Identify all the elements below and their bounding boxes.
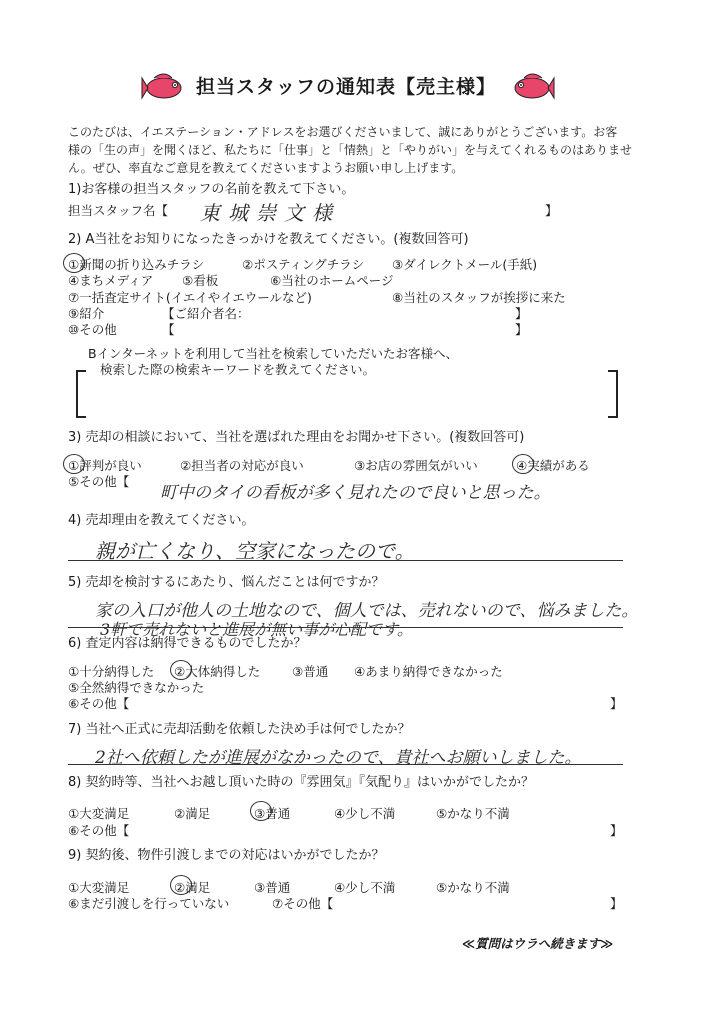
q9-opt6: ⑥まだ引渡しを行っていない <box>68 896 230 911</box>
q2-b-line-2: 検索した際の検索キーワードを教えてください。 <box>100 362 376 377</box>
q8-question: 8) 契約時等、当社へお越し頂いた時の『雰囲気』『気配り』はいかがでしたか？ <box>68 775 534 790</box>
q2-opt7: ⑦一括査定サイト(イエイやイエウールなど) <box>68 290 312 305</box>
fish-left-icon <box>140 70 188 104</box>
q2-opt9-close: 】 <box>515 306 528 321</box>
page-title: 担当スタッフの通知表【売主様】 <box>196 76 497 98</box>
q6-opt4: ④あまり納得できなかった <box>354 664 503 679</box>
q4-answer: 親が亡くなり、空家になったので。 <box>95 539 415 563</box>
fish-right-icon <box>508 70 556 104</box>
q9-opt2: ②満足 <box>174 880 211 895</box>
q7-answer: 2社へ依頼したが進展がなかったので、貴社へお願いしました。 <box>95 748 582 768</box>
q3-opt5: ⑤その他【 <box>68 474 130 489</box>
q2-opt10: ⑩その他 <box>68 322 117 337</box>
q2-keyword-box-right <box>608 370 618 418</box>
q2-opt10-open: 【 <box>162 322 175 337</box>
q2-opt1: ①新聞の折り込みチラシ <box>68 257 205 272</box>
q6-opt5: ⑤全然納得できなかった <box>68 680 205 695</box>
q5-question: 5) 売却を検討するにあたり、悩んだことは何ですか？ <box>68 575 385 590</box>
q8-opt3: ③普通 <box>254 806 291 821</box>
q2-opt9: ⑨紹介 <box>68 306 105 321</box>
q1-answer: 東城崇文様 <box>200 201 340 225</box>
intro-line-3: ん。ぜひ、率直なご意見を教えてくださいますようお願い申し上げます。 <box>68 161 464 175</box>
q8-opt6: ⑥その他【 <box>68 823 130 838</box>
q9-opt3: ③普通 <box>254 880 291 895</box>
q2-opt10-close: 】 <box>515 322 528 337</box>
q1-question: 1)お客様の担当スタッフの名前を教えて下さい。 <box>68 182 355 197</box>
q3-opt4: ④実績がある <box>516 458 590 473</box>
q1-label: 担当スタッフ名【 <box>68 203 169 218</box>
q7-underline <box>68 764 623 765</box>
q6-opt6: ⑥その他【 <box>68 696 130 711</box>
q2-opt5: ⑤看板 <box>182 273 219 288</box>
q6-close: 】 <box>610 696 623 711</box>
q8-close: 】 <box>610 823 623 838</box>
q3-question: 3) 売却の相談において、当社を選ばれた理由をお聞かせ下さい。(複数回答可) <box>68 430 525 445</box>
q2-opt4: ④まちメディア <box>68 273 154 288</box>
q1-close: 】 <box>545 203 558 218</box>
q4-underline <box>68 560 623 561</box>
q7-question: 7) 当社へ正式に売却活動を依頼した決め手は何でしたか？ <box>68 722 411 737</box>
q6-opt3: ③普通 <box>292 664 329 679</box>
q2-b-line-1: Bインターネットを利用して当社を検索していただいたお客様へ、 <box>88 346 458 361</box>
q9-question: 9) 契約後、物件引渡しまでの対応はいかがでしたか？ <box>68 848 385 863</box>
q3-answer: 町中のタイの看板が多く見れたので良いと思った。 <box>160 483 551 503</box>
footer-continue-note: ≪質問はウラへ続きます≫ <box>462 936 614 951</box>
q6-opt2: ②大体納得した <box>174 664 261 679</box>
q8-opt2: ②満足 <box>174 806 211 821</box>
intro-line-2: 様の「生の声」を聞くほど、私たちに「仕事」と「情熱」と「やりがい」を与えてくれるものはありませ <box>68 143 633 157</box>
q9-close: 】 <box>610 896 623 911</box>
q2-opt3: ③ダイレクトメール(手紙) <box>392 257 538 272</box>
q9-opt7: ⑦その他【 <box>272 896 334 911</box>
q5-answer-line-1: 家の入口が他人の土地なので、個人では、売れないので、悩みました。 <box>95 601 639 621</box>
q5-answer-line-2: 3軒で売れないと進展が無い事が心配です。 <box>100 620 413 639</box>
q9-opt4: ④少し不満 <box>334 880 396 895</box>
q9-opt1: ①大変満足 <box>68 880 130 895</box>
q8-opt4: ④少し不満 <box>334 806 396 821</box>
q2-opt2: ②ポスティングチラシ <box>242 257 365 272</box>
q2-opt9-sub: 【ご紹介者名： <box>162 306 250 321</box>
q3-opt2: ②担当者の対応が良い <box>180 458 304 473</box>
q8-opt5: ⑤かなり不満 <box>436 806 510 821</box>
q2-keyword-box-left <box>76 370 86 418</box>
intro-line-1: このたびは、イエステーション・アドレスをお選びくださいまして、誠にありがとうございます。お客 <box>68 125 618 139</box>
q2-opt6: ⑥当社のホームページ <box>270 273 394 288</box>
q6-question: 6) 査定内容は納得できるものでしたか？ <box>68 636 307 651</box>
q2-opt8: ⑧当社のスタッフが挨拶に来た <box>392 290 566 305</box>
q9-opt5: ⑤かなり不満 <box>436 880 510 895</box>
q2-question: 2) A当社をお知りになったきっかけを教えてください。(複数回答可) <box>68 232 469 247</box>
q8-opt1: ①大変満足 <box>68 806 130 821</box>
q3-opt1: ①評判が良い <box>68 458 142 473</box>
q4-question: 4) 売却理由を教えてください。 <box>68 513 255 528</box>
q5-underline <box>68 627 623 628</box>
q3-opt3: ③お店の雰囲気がいい <box>354 458 478 473</box>
q6-opt1: ①十分納得した <box>68 664 155 679</box>
